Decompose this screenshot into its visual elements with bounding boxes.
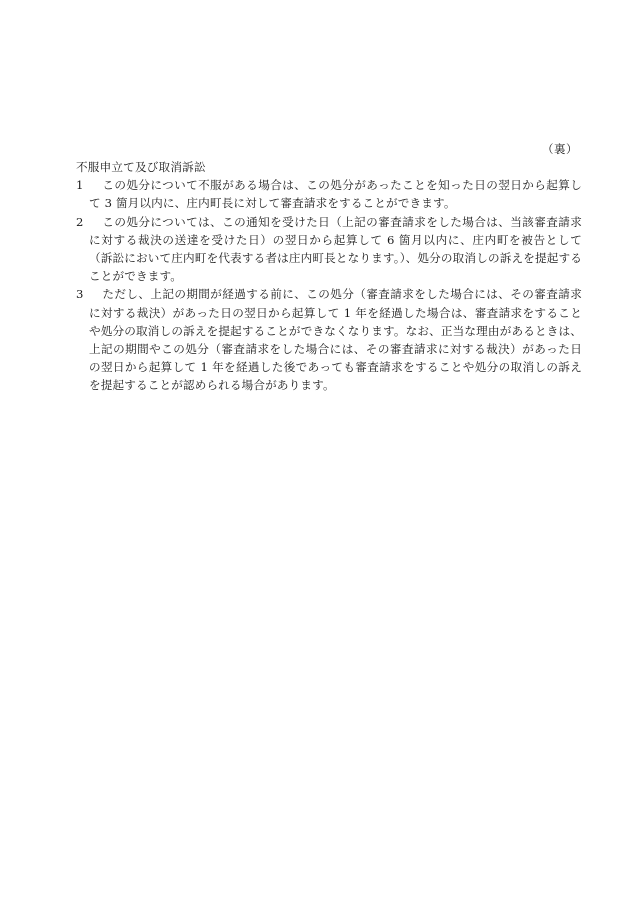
item-number: 1 [76,178,84,193]
item-number: 2 [76,214,84,229]
appeal-section [76,158,582,395]
back-side-label: （裏） [542,142,578,156]
item-number: 3 [76,287,84,302]
item-text: この処分については、この通知を受けた日（上記の審査請求をした場合は、当該審査請求に対する裁決の送達を受けた日）の翌日から起算して 6 箇月以内に、庄内町を被告として（訴訟において庄内町を代表する者は庄内町長となります。）、処分の取消しの訴えを提起することができます。 [89,214,582,284]
item-text: ただし、上記の期間が経過する前に、この処分（審査請求をした場合には、その審査請求に対する裁決）があった日の翌日から起算して 1 年を経過した場合は、審査請求をすることや処分の取消しの訴えを提起することができなくなります。なお、正当な理由があるときは、上記の期間やこの処分（審査請求をした場合には、その審査請求に対する裁決）があった日の翌日から起算して 1 年を経過した後であっても審査請求をすることや処分の取消しの訴えを提起することが認められる場合があります。 [89,287,582,393]
section-heading: 不服申立て及び取消訴訟 [76,160,206,174]
item-text: この処分について不服がある場合は、この処分があったことを知った日の翌日から起算して 3 箇月以内に、庄内町長に対して審査請求をすることができます。 [89,178,582,211]
list-item [76,285,582,394]
list-item [76,176,582,212]
list-item [76,213,582,286]
